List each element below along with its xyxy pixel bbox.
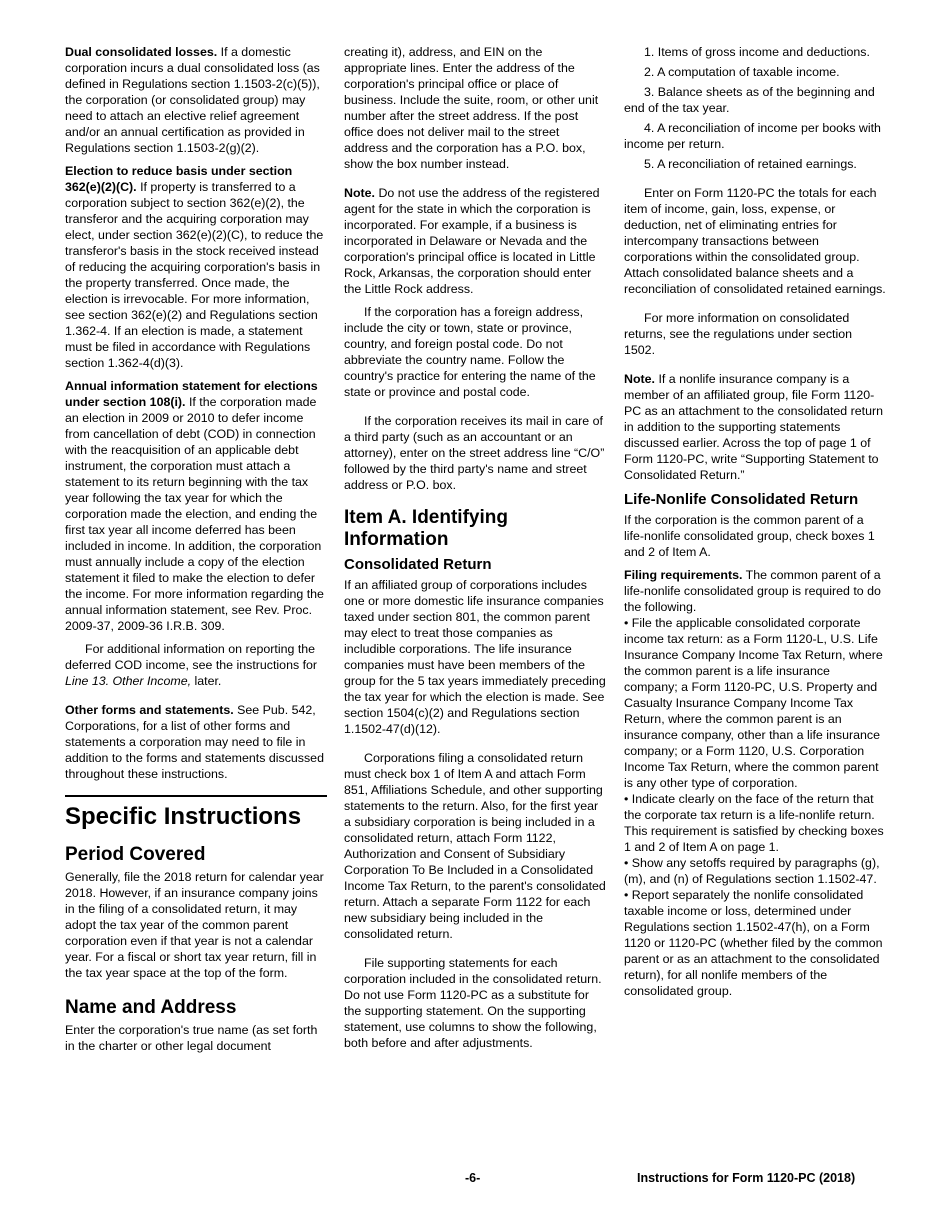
paragraph-election-reduce-basis [65, 163, 327, 371]
list-item: 4. A reconciliation of income per books with income per return. [624, 121, 881, 151]
heading-name-and-address: Name and Address [65, 997, 237, 1018]
bullet-item [624, 855, 886, 887]
paragraph-text: If the corporation made an election in 2009 or 2010 to defer income from cancellation of debt (COD) in connection with the reacquisition of an applicable debt instrument, the corporation must attach a statement to its return beginning with the tax year following the tax year for which the corporation made the election, and ending the first tax year all income deferred has been included in income. In addition, the corporation must annually include a copy of the election statement it filed to make the election to defer the income. For more information regarding the annual information statement, see Rev. Proc. 2009-37, 2009-36 I.R.B. 309. [65, 395, 324, 633]
paragraph-text: For additional information on reporting the deferred COD income, see the instructions for [65, 642, 318, 672]
list-item: 3. Balance sheets as of the beginning and end of the tax year. [624, 85, 875, 115]
bullet-icon: • [624, 856, 629, 870]
column-3 [624, 44, 886, 999]
section-divider [65, 795, 327, 797]
bullet-icon: • [624, 616, 629, 630]
paragraph-address-continued: creating it), address, and EIN on the appropriate lines. Enter the address of the corporation's principal office or place of business. Include the suite, room, or other unit number after the street address. If the post office does not deliver mail to the street address and the corporation has a P.O. box, show the box number instead. [344, 45, 599, 171]
run-in-heading: Other forms and statements. [65, 703, 234, 717]
paragraph-totals: Enter on Form 1120-PC the totals for each item of income, gain, loss, expense, or deduction, net of eliminating entries for intercompany transactions between corporations within the consolidated group. Attach consolidated balance sheets and a reconciliation of consolidated retained earnings. [624, 186, 886, 296]
paragraph-text: The common parent of a life-nonlife consolidated group is required to do the following. [624, 568, 881, 614]
paragraph-text: If a nonlife insurance company is a member of an affiliated group, file Form 1120-PC as an attachment to the consolidated return in addition to the supporting statements discussed earlier. Across the top of page 1 of Form 1120-PC, write “Supporting Statement to Consolidated Return.” [624, 372, 883, 482]
paragraph-text: If a domestic corporation incurs a dual consolidated loss (as defined in Regulations section 1.1503-2(c)(5)), the corporation (or consolidated group) may need to attach an elective relief agreement and/or an annual certification as provided in Regulations section 1.1503-2(g)(2). [65, 45, 320, 155]
run-in-heading: Dual consolidated losses. [65, 45, 218, 59]
paragraph-annual-information-statement [65, 378, 327, 634]
footer-form-title: Instructions for Form 1120-PC (2018) [637, 1171, 856, 1185]
run-in-heading: Filing requirements. [624, 568, 743, 582]
page-number: -6- [465, 1171, 481, 1185]
heading-life-nonlife: Life-Nonlife Consolidated Return [624, 491, 859, 508]
run-in-heading: Annual information statement for elections under section 108(i). [65, 379, 318, 409]
paragraph-consolidated-return: If an affiliated group of corporations includes one or more domestic life insurance companies taxed under section 801, the common parent may elect to treat those companies as includible corporations. The life insurance companies must have been members of the group for the 5 tax years immediately preceding the tax year for which the election is made. See section 1504(c)(2) and Regulations section 1.1502-47(d)(12). [344, 578, 606, 736]
list-item: 1. Items of gross income and deductions. [644, 45, 870, 59]
paragraph-life-nonlife: If the corporation is the common parent of a life-nonlife consolidated group, check boxes 1 and 2 of Item A. [624, 513, 875, 559]
paragraph-name-and-address: Enter the corporation's true name (as set forth in the charter or other legal document [65, 1023, 318, 1053]
bullet-item [624, 791, 886, 855]
bullet-item [624, 887, 886, 999]
paragraph-additional-information [65, 641, 327, 689]
paragraph-text: See Pub. 542, Corporations, for a list of other forms and statements a corporation may need to file in addition to the forms and statements discussed throughout these instructions. [65, 703, 324, 781]
paragraph-foreign-address: If the corporation has a foreign address, include the city or town, state or province, country, and foreign postal code. Do not abbreviate the country name. Follow the country's practice for entering the name of the state or province and postal code. [344, 305, 596, 399]
heading-consolidated-return: Consolidated Return [344, 556, 492, 573]
paragraph-text: Do not use the address of the registered agent for the state in which the corporation is incorporated. For example, if a business is incorporated in Delaware or Nevada and the corporation's principal office is located in Little Rock, Arkansas, the corporation should enter the Little Rock address. [344, 186, 600, 296]
section-title-specific-instructions: Specific Instructions [65, 803, 302, 830]
bullet-item [624, 615, 886, 791]
bullet-icon: • [624, 792, 629, 806]
paragraph-note-registered-agent [344, 185, 606, 297]
run-in-heading: Note. [344, 186, 375, 200]
paragraph-supporting-statements: File supporting statements for each corporation included in the consolidated return. Do not use Form 1120-PC as a substitute for the supporting statement. On the supporting statement, use columns to show the following, both before and after adjustments. [344, 956, 602, 1050]
paragraph-text: later. [194, 674, 222, 688]
list-item: 5. A reconciliation of retained earnings. [644, 157, 857, 171]
paragraph-filing-consolidated: Corporations filing a consolidated return must check box 1 of Item A and attach Form 851, Affiliations Schedule, and other supporting statements to the return. Also, for the first year a subsidiary corporation is being included in a consolidated return, attach Form 1122, Authorization and Consent of Subsidiary Corporation To Be Included in a Consolidated Income Tax Return, to the parent's consolidated return. Attach a separate Form 1122 for each new subsidiary being included in the consolidated return. [344, 751, 606, 941]
paragraph-period-covered: Generally, file the 2018 return for calendar year 2018. However, if an insurance company joins in the filing of a consolidated return, it may adopt the tax year of the common parent corporation even if that year is not a calendar year. For a fiscal or short tax year return, fill in the tax year space at the top of the form. [65, 870, 324, 980]
bullet-text: Indicate clearly on the face of the return that the corporate tax return is a life-nonlife return. This requirement is satisfied by checking boxes 1 and 2 of Item A on page 1. [624, 792, 884, 854]
paragraph-third-party-mail: If the corporation receives its mail in care of a third party (such as an accountant or an attorney), enter on the street address line “C/O” followed by the third party's name and street address or P.O. box. [344, 414, 605, 492]
paragraph-text: If property is transferred to a corporation subject to section 362(e)(2), the transferor and the acquiring corporation may elect, under section 362(e)(2)(C), to reduce the transferor's basis in the stock received instead of reducing the acquiring corporation's basis in the property transferred. Once made, the election is irrevocable. For more information, see section 362(e)(2) and Regulations section 1.362-4. If an election is made, a statement must be filed in accordance with Regulations section 1.362-4(d)(3). [65, 180, 324, 370]
column-2 [344, 44, 606, 1058]
list-item: 2. A computation of taxable income. [644, 65, 840, 79]
column-1 [65, 44, 327, 1061]
bullet-text: File the applicable consolidated corporate income tax return: as a Form 1120-L, U.S. Life Insurance Company Income Tax Return, where the common parent is a life insurance company; a Form 1120-PC, U.S. Property and Casualty Insurance Company Income Tax Return, where the common parent is an insurance company, other than a life insurance company; or a Form 1120, U.S. Corporation Income Tax Return, where the common parent is any other type of corporation. [624, 616, 883, 790]
paragraph-filing-requirements [624, 567, 886, 615]
paragraph-dual-consolidated-losses [65, 44, 327, 156]
bullet-icon: • [624, 888, 629, 902]
paragraph-note-nonlife [624, 371, 886, 483]
run-in-heading: Election to reduce basis under section 362(e)(2)(C). [65, 164, 293, 194]
run-in-heading: Note. [624, 372, 655, 386]
bullet-text: Report separately the nonlife consolidated taxable income or loss, determined under Regulations section 1.1502-47(h), on a Form 1120 or 1120-PC (whether filed by the common parent or as an attachment to the consolidated return), for all nonlife members of the consolidated group. [624, 888, 883, 998]
paragraph-more-information: For more information on consolidated returns, see the regulations under section 1502. [624, 311, 852, 357]
italic-reference: Line 13. Other Income, [65, 674, 192, 688]
bullet-text: Show any setoffs required by paragraphs (g), (m), and (n) of Regulations section 1.1502-47. [624, 856, 880, 886]
paragraph-other-forms [65, 702, 327, 782]
heading-period-covered: Period Covered [65, 844, 206, 865]
heading-item-a: Item A. Identifying Information [344, 507, 508, 550]
